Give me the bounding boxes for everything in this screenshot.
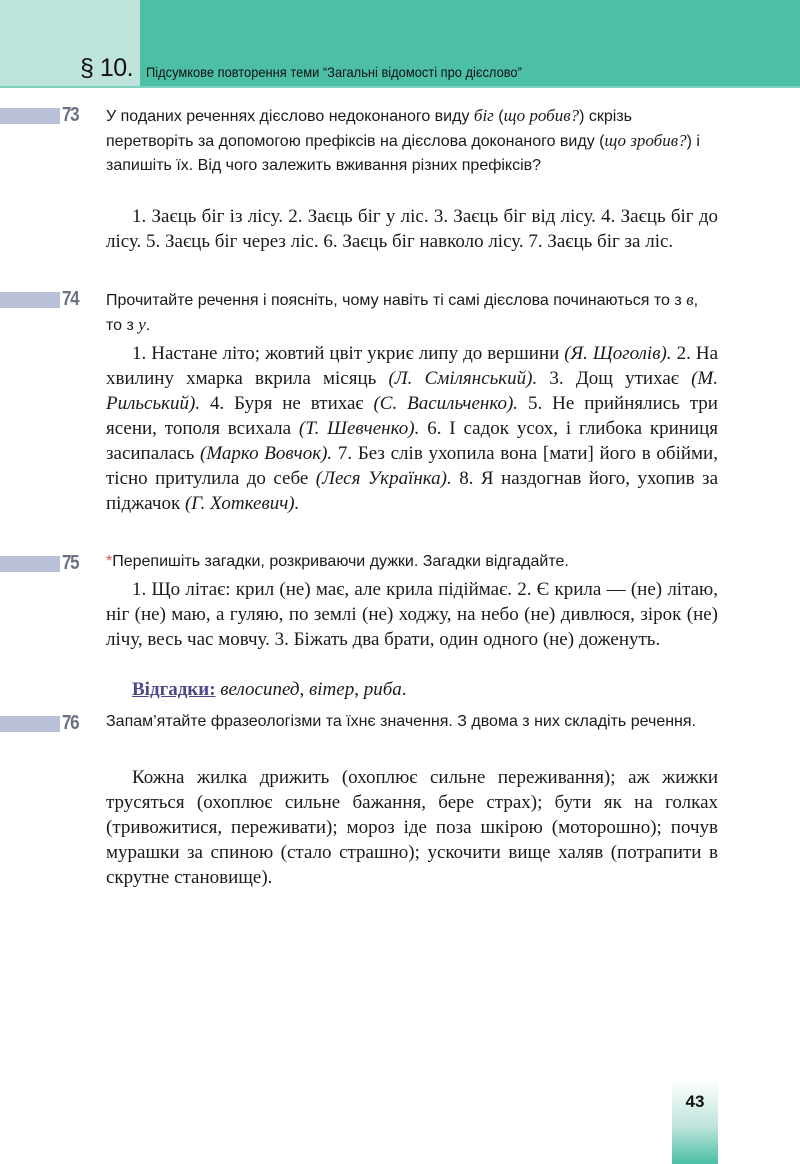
task-letter: у: [138, 315, 146, 334]
sentences: [106, 341, 718, 516]
author: (Т. Шевченко).: [298, 418, 420, 439]
section-title: Підсумкове повторення теми “Загальні відомості про дієслово”: [146, 64, 522, 80]
task-letter: в: [686, 290, 694, 309]
answer: вітер: [309, 679, 355, 700]
exercise-number-76: 76: [62, 712, 79, 734]
sentence: 4. Буря не втихає: [200, 393, 374, 414]
sentence: 6. І садок усох, і глибока криниця засипалась: [106, 418, 719, 464]
page-number: 43: [685, 1092, 705, 1111]
answer: велосипед: [220, 679, 300, 700]
author: (Леся Українка).: [315, 468, 452, 489]
exercise-73-body: [106, 204, 718, 254]
exercise-marker-bar: [0, 108, 60, 124]
author: (Я. Щоголів).: [564, 343, 672, 364]
exercise-75-answers: [132, 677, 407, 702]
answer: риба: [363, 679, 402, 700]
task-text: Перепишіть загадки, розкриваючи дужки. Загадки відгадайте.: [112, 553, 569, 570]
exercise-75-task: [106, 550, 718, 574]
answer-end: .: [401, 679, 407, 700]
exercise-number-73: 73: [62, 104, 79, 126]
exercise-number-75: 75: [62, 552, 79, 574]
task-text: У поданих реченнях дієслово недоконаного виду: [106, 108, 474, 125]
answer-separator: ,: [354, 679, 364, 700]
task-text: ) і запишіть їх. Від чого залежить вживання різних префіксів?: [106, 133, 700, 174]
task-text: Прочитайте речення і поясніть, чому навіть ті самі дієслова починаються то з: [106, 292, 687, 309]
task-question: що робив?: [503, 106, 580, 125]
section-number: § 10.: [80, 54, 134, 82]
task-text: (: [493, 108, 504, 125]
exercise-73-task: [106, 104, 718, 178]
task-text: .: [145, 317, 151, 334]
task-keyword: біг: [473, 106, 494, 125]
task-question: що зробив?: [604, 131, 687, 150]
exercise-76-task: Запам’ятайте фразеологізми та їхнє значення. З двома з них складіть речення.: [106, 713, 696, 730]
author: (С. Васильченко).: [373, 393, 519, 414]
author: (Г. Хоткевич).: [184, 493, 300, 514]
author: (Марко Вовчок).: [200, 443, 333, 464]
phraseologisms: Кожна жилка дрижить (охоплює сильне переживання); аж жижки трусяться (охоплює сильне бажання, бере страх); бути як на голках (тривожитися, переживати); мороз іде поза шкірою (моторошно); почув мурашки за спиною (стало страшно); ускочити вище халяв (потрапити в скрутне становище).: [106, 767, 718, 888]
task-text: ) скрізь перетворіть за допомогою префіксів на дієслова доконаного виду (: [106, 108, 632, 150]
exercise-marker-bar: [0, 716, 60, 732]
exercise-74-task: [106, 288, 718, 338]
sentences: 1. Заєць біг із лісу. 2. Заєць біг у ліс. 3. Заєць біг від лісу. 4. Заєць біг до лісу. 5. Заєць біг через ліс. 6. Заєць біг навколо лісу. 7. Заєць біг за ліс.: [106, 206, 718, 252]
sentence: 3. Дощ утихає: [537, 368, 692, 389]
exercise-74-body: [106, 341, 718, 516]
sentence: 1. Настане літо; жовтий цвіт укриє липу до вершини: [132, 343, 565, 364]
exercise-76-body: [106, 765, 718, 890]
answer-separator: ,: [299, 679, 310, 700]
answers-label: Відгадки:: [132, 679, 216, 700]
asterisk-mark: *: [106, 553, 113, 570]
sentence: 5. Не прийнялись три ясени, тополя всихала: [106, 393, 718, 439]
exercise-75-body: [106, 577, 718, 652]
exercise-number-74: 74: [62, 288, 79, 310]
sentence: 2. На хвилину хмарка вкрила місяць: [106, 343, 719, 389]
task-text: , то з: [106, 292, 699, 334]
riddles: 1. Що літає: крил (не) має, але крила підіймає. 2. Є крила — (не) літаю, ніг (не) маю, а гуляю, по землі (не) ходжу, на небо (не) дивлюся, зірок (не) лічу, весь час мовчу. 3. Біжать два брати, один одного (не) доженуть.: [106, 579, 718, 650]
header-divider: [0, 86, 800, 88]
exercise-marker-bar: [0, 292, 60, 308]
sentence: 8. Я наздогнав його, ухопив за піджачок: [106, 468, 718, 514]
exercise-marker-bar: [0, 556, 60, 572]
author: (М. Рильський).: [106, 368, 719, 414]
author: (Л. Смілянський).: [388, 368, 538, 389]
sentence: 7. Без слів ухопила вона [мати] його в обійми, тісно притулила до себе: [106, 443, 718, 489]
